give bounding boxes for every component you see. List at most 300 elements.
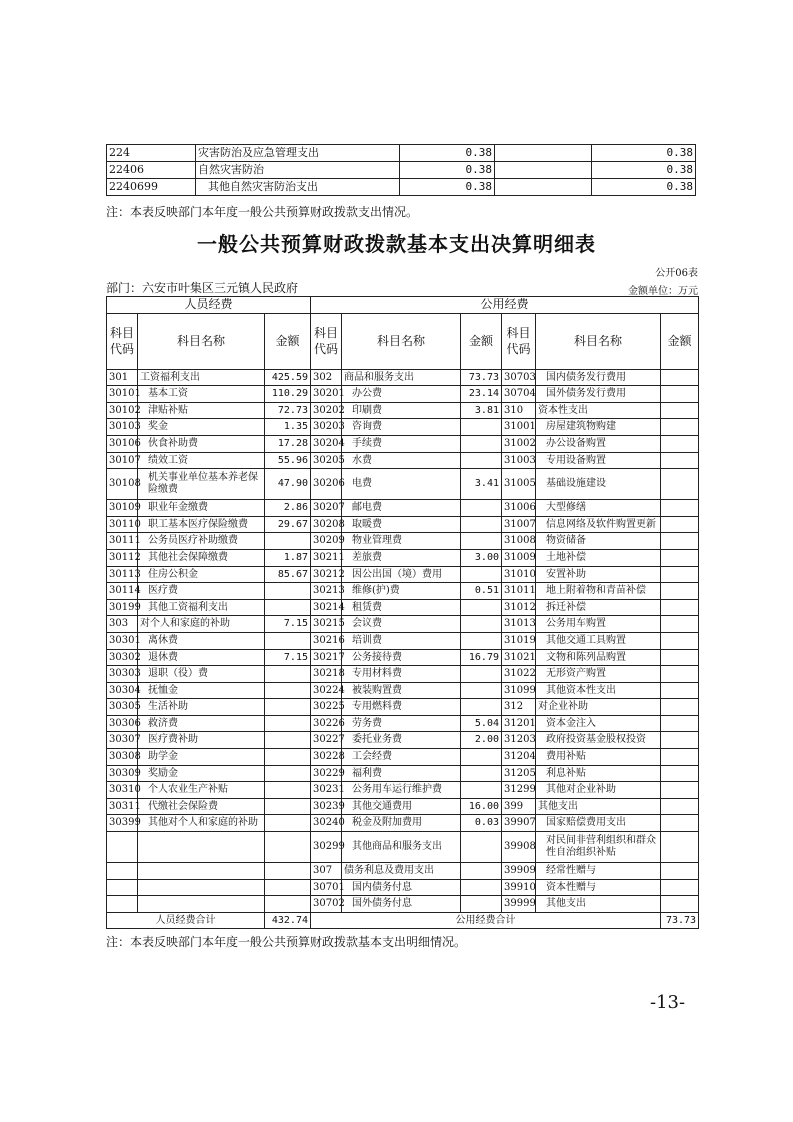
- table-row: [107, 162, 696, 179]
- amount-cell: 3.41: [461, 469, 502, 500]
- code-cell: 31013: [502, 616, 536, 633]
- amount-cell: [661, 699, 699, 716]
- code-cell: 303: [107, 616, 138, 633]
- code-cell: 30113: [107, 566, 138, 583]
- code-cell: 30112: [107, 549, 138, 566]
- name-cell: 公务接待费: [342, 649, 461, 666]
- amount-cell: [661, 583, 699, 600]
- name-cell: [138, 896, 265, 913]
- code-cell: 30213: [311, 583, 342, 600]
- code-cell: 30311: [107, 798, 138, 815]
- code-cell: 30114: [107, 583, 138, 600]
- code-cell: 30308: [107, 749, 138, 766]
- code-cell: [107, 896, 138, 913]
- code-cell: 30704: [502, 386, 536, 403]
- name-cell: 退职（役）费: [138, 666, 265, 683]
- amount-cell: [265, 533, 311, 550]
- code-cell: 30204: [311, 435, 342, 452]
- amount-cell: [661, 863, 699, 880]
- name-cell: 国外债务发行费用: [536, 386, 661, 403]
- amount-cell: [461, 879, 502, 896]
- code-cell: 399: [502, 798, 536, 815]
- amount-cell: [265, 863, 311, 880]
- code-cell: 30111: [107, 533, 138, 550]
- name-cell: 培训费: [342, 632, 461, 649]
- name-cell: 办公费: [342, 386, 461, 403]
- table-row: [107, 599, 699, 616]
- public-total-value: 73.73: [661, 912, 699, 929]
- name-cell: 其他对个人和家庭的补助: [138, 815, 265, 832]
- table-row: [107, 566, 699, 583]
- amount-cell: [661, 815, 699, 832]
- code-header: 科目代码: [107, 313, 138, 369]
- name-cell: 拆迁补偿: [536, 599, 661, 616]
- code-cell: 39908: [502, 832, 536, 863]
- name-cell: 资本性赠与: [536, 879, 661, 896]
- code-cell: 30703: [502, 369, 536, 386]
- code-cell: 31006: [502, 500, 536, 517]
- code-cell: [107, 832, 138, 863]
- code-cell: 30701: [311, 879, 342, 896]
- table-row: [107, 452, 699, 469]
- name-cell: 物资储备: [536, 533, 661, 550]
- amount-cell: [265, 666, 311, 683]
- name-cell: 工资福利支出: [138, 369, 265, 386]
- table-row: [107, 682, 699, 699]
- code-cell: 307: [311, 863, 342, 880]
- code-cell: [107, 863, 138, 880]
- amount-header: 金额: [461, 313, 502, 369]
- code-header: 科目代码: [311, 313, 342, 369]
- code-cell: 31001: [502, 419, 536, 436]
- amount-cell: [265, 879, 311, 896]
- name-cell: 救济费: [138, 715, 265, 732]
- unit-label: 金额单位：万元: [628, 286, 698, 297]
- table-row: [107, 386, 699, 403]
- amount-cell: [661, 369, 699, 386]
- name-cell: 文物和陈列品购置: [536, 649, 661, 666]
- code-cell: 30305: [107, 699, 138, 716]
- name-cell: 生活补助: [138, 699, 265, 716]
- amount-cell: [661, 765, 699, 782]
- amount-cell: [461, 699, 502, 716]
- code-cell: [107, 879, 138, 896]
- name-cell: 对个人和家庭的补助: [138, 616, 265, 633]
- amount-cell: 16.00: [461, 798, 502, 815]
- code-cell: 39909: [502, 863, 536, 880]
- name-cell: 对民间非营利组织和群众性自治组织补贴: [536, 832, 661, 863]
- top-value-cell: [495, 145, 592, 162]
- amount-cell: 1.87: [265, 549, 311, 566]
- code-cell: 31012: [502, 599, 536, 616]
- code-cell: 30702: [311, 896, 342, 913]
- name-cell: 机关事业单位基本养老保险缴费: [138, 469, 265, 500]
- amount-cell: 29.67: [265, 516, 311, 533]
- top-code-cell: 22406: [107, 162, 196, 179]
- code-cell: 31010: [502, 566, 536, 583]
- name-cell: 离休费: [138, 632, 265, 649]
- code-cell: 31009: [502, 549, 536, 566]
- amount-header: 金额: [265, 313, 311, 369]
- top-name-cell: 灾害防治及应急管理支出: [196, 145, 400, 162]
- amount-cell: [461, 749, 502, 766]
- amount-cell: [461, 863, 502, 880]
- amount-cell: [461, 500, 502, 517]
- totals-row: [107, 912, 699, 929]
- name-cell: 债务利息及费用支出: [342, 863, 461, 880]
- amount-cell: [661, 533, 699, 550]
- code-cell: 30108: [107, 469, 138, 500]
- amount-cell: [661, 419, 699, 436]
- code-cell: 30307: [107, 732, 138, 749]
- amount-cell: [461, 666, 502, 683]
- name-cell: 被装购置费: [342, 682, 461, 699]
- code-cell: 30228: [311, 749, 342, 766]
- top-code-cell: 224: [107, 145, 196, 162]
- name-cell: 其他支出: [536, 798, 661, 815]
- amount-cell: [265, 682, 311, 699]
- amount-cell: [265, 896, 311, 913]
- code-cell: 30109: [107, 500, 138, 517]
- name-header: 科目名称: [536, 313, 661, 369]
- table-row: [107, 798, 699, 815]
- amount-header: 金额: [661, 313, 699, 369]
- name-cell: 委托业务费: [342, 732, 461, 749]
- personnel-header: 人员经费: [107, 297, 311, 314]
- table-row: [107, 666, 699, 683]
- code-cell: 31099: [502, 682, 536, 699]
- name-cell: 职工基本医疗保险缴费: [138, 516, 265, 533]
- amount-cell: 2.00: [461, 732, 502, 749]
- code-cell: 30399: [107, 815, 138, 832]
- code-cell: 30215: [311, 616, 342, 633]
- amount-cell: 1.35: [265, 419, 311, 436]
- name-cell: 土地补偿: [536, 549, 661, 566]
- name-cell: 职业年金缴费: [138, 500, 265, 517]
- amount-cell: [461, 452, 502, 469]
- code-cell: 30304: [107, 682, 138, 699]
- code-cell: 30216: [311, 632, 342, 649]
- top-name-cell: 自然灾害防治: [196, 162, 400, 179]
- name-cell: 印刷费: [342, 402, 461, 419]
- name-cell: 劳务费: [342, 715, 461, 732]
- code-cell: 31003: [502, 452, 536, 469]
- code-cell: 30106: [107, 435, 138, 452]
- amount-cell: [461, 435, 502, 452]
- amount-cell: [461, 632, 502, 649]
- amount-cell: 85.67: [265, 566, 311, 583]
- code-cell: 31008: [502, 533, 536, 550]
- amount-cell: [461, 616, 502, 633]
- table-row: [107, 649, 699, 666]
- name-cell: 公务用车购置: [536, 616, 661, 633]
- code-cell: 30110: [107, 516, 138, 533]
- code-cell: 30209: [311, 533, 342, 550]
- table-row: [107, 419, 699, 436]
- name-cell: 其他社会保障缴费: [138, 549, 265, 566]
- code-cell: 30107: [107, 452, 138, 469]
- name-cell: 抚恤金: [138, 682, 265, 699]
- top-value-cell: 0.38: [400, 145, 495, 162]
- amount-cell: 16.79: [461, 649, 502, 666]
- amount-cell: 3.81: [461, 402, 502, 419]
- name-cell: 其他商品和服务支出: [342, 832, 461, 863]
- code-cell: 30310: [107, 782, 138, 799]
- code-cell: 31019: [502, 632, 536, 649]
- name-cell: 房屋建筑物购建: [536, 419, 661, 436]
- amount-cell: [661, 782, 699, 799]
- amount-cell: [661, 715, 699, 732]
- name-cell: 福利费: [342, 765, 461, 782]
- amount-cell: [265, 765, 311, 782]
- amount-cell: 17.28: [265, 435, 311, 452]
- code-cell: 30231: [311, 782, 342, 799]
- top-value-cell: [495, 162, 592, 179]
- table-row: [107, 179, 696, 196]
- name-cell: 专用燃料费: [342, 699, 461, 716]
- table-row: [107, 469, 699, 500]
- name-cell: 利息补贴: [536, 765, 661, 782]
- code-cell: 310: [502, 402, 536, 419]
- code-cell: 39910: [502, 879, 536, 896]
- table-row: [107, 879, 699, 896]
- amount-cell: 0.51: [461, 583, 502, 600]
- amount-cell: [661, 516, 699, 533]
- code-cell: 30199: [107, 599, 138, 616]
- top-value-cell: 0.38: [592, 179, 696, 196]
- amount-cell: [265, 715, 311, 732]
- name-cell: 国内债务发行费用: [536, 369, 661, 386]
- code-cell: 30208: [311, 516, 342, 533]
- code-cell: 302: [311, 369, 342, 386]
- amount-cell: [661, 469, 699, 500]
- amount-cell: [265, 782, 311, 799]
- name-cell: 其他工资福利支出: [138, 599, 265, 616]
- table-row: [107, 549, 699, 566]
- code-cell: 30239: [311, 798, 342, 815]
- code-cell: 31299: [502, 782, 536, 799]
- public-total-label: 公用经费合计: [311, 912, 661, 929]
- amount-cell: [461, 832, 502, 863]
- amount-cell: 0.03: [461, 815, 502, 832]
- amount-cell: [661, 386, 699, 403]
- name-cell: 国内债务付息: [342, 879, 461, 896]
- amount-cell: [661, 500, 699, 517]
- code-cell: 39907: [502, 815, 536, 832]
- table-row: [107, 402, 699, 419]
- code-cell: 30211: [311, 549, 342, 566]
- table-row: [107, 369, 699, 386]
- amount-cell: [661, 666, 699, 683]
- form-code: 公开06表: [655, 268, 698, 279]
- amount-cell: [461, 533, 502, 550]
- table-row: [107, 500, 699, 517]
- name-cell: 伙食补助费: [138, 435, 265, 452]
- amount-cell: 110.29: [265, 386, 311, 403]
- table-row: [107, 896, 699, 913]
- top-continuation-table: [106, 144, 696, 196]
- name-cell: 专用设备购置: [536, 452, 661, 469]
- code-cell: 30102: [107, 402, 138, 419]
- name-cell: 基础设施建设: [536, 469, 661, 500]
- code-cell: 30201: [311, 386, 342, 403]
- name-cell: 资本性支出: [536, 402, 661, 419]
- amount-cell: [661, 616, 699, 633]
- table-note: 注：本表反映部门本年度一般公共预算财政拨款基本支出明细情况。: [106, 935, 467, 949]
- amount-cell: 425.59: [265, 369, 311, 386]
- amount-cell: [461, 682, 502, 699]
- code-cell: 30202: [311, 402, 342, 419]
- name-cell: 医疗费: [138, 583, 265, 600]
- amount-cell: [661, 682, 699, 699]
- name-cell: [138, 832, 265, 863]
- name-cell: 医疗费补助: [138, 732, 265, 749]
- amount-cell: 47.90: [265, 469, 311, 500]
- name-cell: 国外债务付息: [342, 896, 461, 913]
- name-cell: 差旅费: [342, 549, 461, 566]
- code-cell: 31022: [502, 666, 536, 683]
- code-cell: 30229: [311, 765, 342, 782]
- amount-cell: [265, 798, 311, 815]
- table-row: [107, 516, 699, 533]
- code-cell: 31002: [502, 435, 536, 452]
- amount-cell: [265, 699, 311, 716]
- top-value-cell: 0.38: [592, 162, 696, 179]
- personnel-total-value: 432.74: [265, 912, 311, 929]
- code-cell: 30226: [311, 715, 342, 732]
- name-cell: 公务员医疗补助缴费: [138, 533, 265, 550]
- amount-cell: [661, 879, 699, 896]
- name-cell: 信息网络及软件购置更新: [536, 516, 661, 533]
- amount-cell: [661, 832, 699, 863]
- top-value-cell: 0.38: [400, 179, 495, 196]
- code-cell: 30306: [107, 715, 138, 732]
- name-cell: 政府投资基金股权投资: [536, 732, 661, 749]
- amount-cell: [265, 632, 311, 649]
- amount-cell: 3.00: [461, 549, 502, 566]
- amount-cell: [461, 599, 502, 616]
- code-header: 科目代码: [502, 313, 536, 369]
- amount-cell: 23.14: [461, 386, 502, 403]
- code-cell: 30217: [311, 649, 342, 666]
- amount-cell: 7.15: [265, 649, 311, 666]
- code-cell: 30302: [107, 649, 138, 666]
- code-cell: 30101: [107, 386, 138, 403]
- amount-cell: [661, 649, 699, 666]
- amount-cell: [461, 765, 502, 782]
- code-cell: 30206: [311, 469, 342, 500]
- page-number: -13-: [650, 992, 686, 1013]
- amount-cell: [461, 782, 502, 799]
- name-cell: [138, 879, 265, 896]
- name-cell: 经常性赠与: [536, 863, 661, 880]
- name-cell: 公务用车运行维护费: [342, 782, 461, 799]
- name-cell: 商品和服务支出: [342, 369, 461, 386]
- table-row: [107, 616, 699, 633]
- top-value-cell: 0.38: [400, 162, 495, 179]
- code-cell: 31204: [502, 749, 536, 766]
- expenditure-detail-table: [106, 296, 699, 929]
- name-cell: 津贴补贴: [138, 402, 265, 419]
- name-cell: 咨询费: [342, 419, 461, 436]
- name-cell: 其他对企业补助: [536, 782, 661, 799]
- amount-cell: [265, 815, 311, 832]
- name-cell: 水费: [342, 452, 461, 469]
- table-row: [107, 749, 699, 766]
- code-cell: 39999: [502, 896, 536, 913]
- code-cell: 312: [502, 699, 536, 716]
- amount-cell: [265, 583, 311, 600]
- code-cell: 30225: [311, 699, 342, 716]
- amount-cell: [265, 832, 311, 863]
- amount-cell: [265, 599, 311, 616]
- amount-cell: [661, 549, 699, 566]
- amount-cell: [265, 732, 311, 749]
- table-row: [107, 699, 699, 716]
- table-row: [107, 863, 699, 880]
- name-cell: 租赁费: [342, 599, 461, 616]
- name-cell: 基本工资: [138, 386, 265, 403]
- amount-cell: [661, 452, 699, 469]
- amount-cell: [461, 896, 502, 913]
- code-cell: 31011: [502, 583, 536, 600]
- name-cell: 专用材料费: [342, 666, 461, 683]
- name-cell: 地上附着物和青苗补偿: [536, 583, 661, 600]
- code-cell: 30212: [311, 566, 342, 583]
- name-cell: 对企业补助: [536, 699, 661, 716]
- name-cell: 绩效工资: [138, 452, 265, 469]
- name-cell: 其他支出: [536, 896, 661, 913]
- name-cell: 税金及附加费用: [342, 815, 461, 832]
- table-row: [107, 715, 699, 732]
- amount-cell: [461, 566, 502, 583]
- name-cell: 办公设备购置: [536, 435, 661, 452]
- table-row: [107, 533, 699, 550]
- table-row: [107, 765, 699, 782]
- department-label: 部门：六安市叶集区三元镇人民政府: [106, 281, 299, 295]
- name-cell: 物业管理费: [342, 533, 461, 550]
- name-cell: 电费: [342, 469, 461, 500]
- top-value-cell: 0.38: [592, 145, 696, 162]
- name-cell: 因公出国（境）费用: [342, 566, 461, 583]
- amount-cell: [661, 435, 699, 452]
- code-cell: 31007: [502, 516, 536, 533]
- code-cell: 30224: [311, 682, 342, 699]
- name-cell: 代缴社会保险费: [138, 798, 265, 815]
- table-row: [107, 435, 699, 452]
- page-title: 一般公共预算财政拨款基本支出决算明细表: [197, 232, 596, 256]
- code-cell: 31203: [502, 732, 536, 749]
- name-cell: 大型修缮: [536, 500, 661, 517]
- code-cell: 30299: [311, 832, 342, 863]
- amount-cell: [661, 402, 699, 419]
- code-cell: 31205: [502, 765, 536, 782]
- amount-cell: [461, 419, 502, 436]
- name-cell: 其他资本性支出: [536, 682, 661, 699]
- name-cell: 工会经费: [342, 749, 461, 766]
- code-cell: 30301: [107, 632, 138, 649]
- personnel-total-label: 人员经费合计: [107, 912, 265, 929]
- name-header: 科目名称: [138, 313, 265, 369]
- name-cell: 会议费: [342, 616, 461, 633]
- code-cell: 30309: [107, 765, 138, 782]
- top-table-note: 注：本表反映部门本年度一般公共预算财政拨款支出情况。: [106, 205, 419, 219]
- code-cell: 30240: [311, 815, 342, 832]
- table-row: [107, 732, 699, 749]
- table-row: [107, 782, 699, 799]
- name-cell: 奖励金: [138, 765, 265, 782]
- name-cell: 个人农业生产补贴: [138, 782, 265, 799]
